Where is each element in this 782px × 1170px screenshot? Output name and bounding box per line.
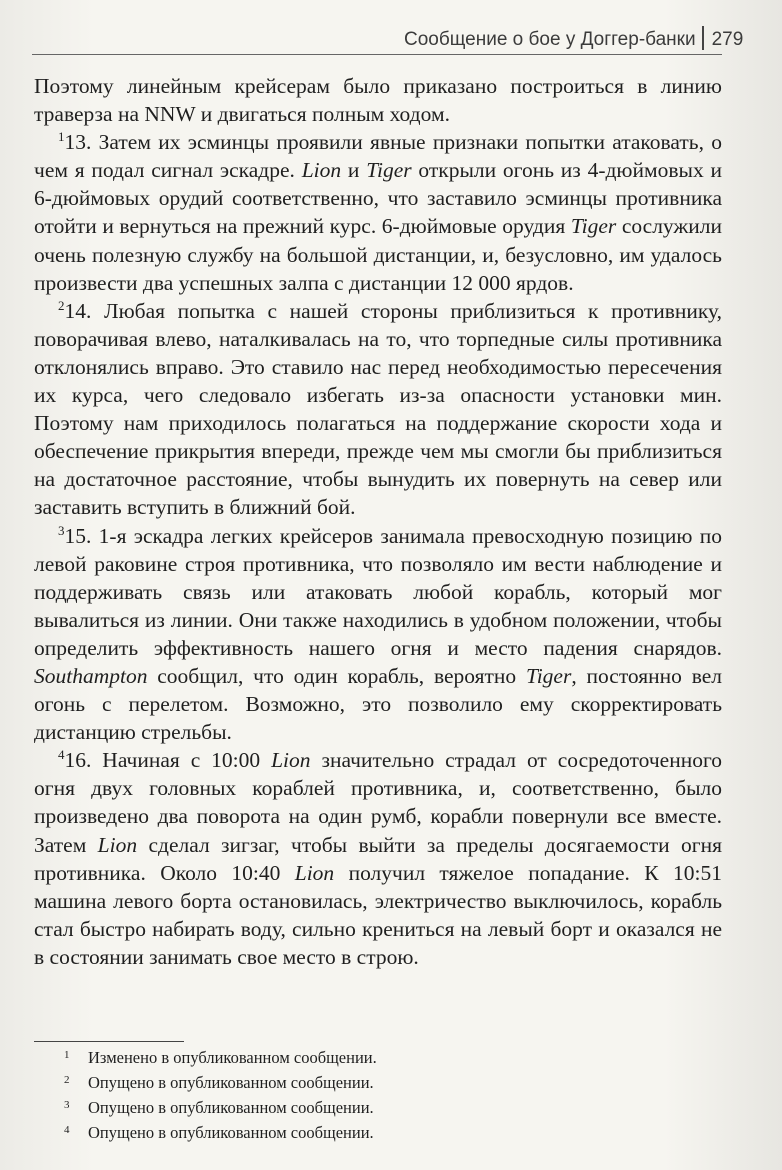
footnote-number: 2 — [64, 1074, 70, 1086]
ship-name: Lion — [294, 860, 335, 885]
footnotes — [64, 1044, 724, 1144]
paragraph-13 — [34, 128, 722, 297]
body-text — [34, 72, 722, 971]
footnote-number: 3 — [64, 1099, 70, 1111]
ship-name: Lion — [271, 748, 311, 773]
paragraph-14 — [34, 297, 722, 522]
footnote-text: Опущено в опубликованном сообщении. — [88, 1098, 374, 1117]
footnote-number: 4 — [64, 1124, 70, 1136]
paragraph-continuation — [34, 72, 722, 128]
paragraph-text: получил тяжелое попадание. К 10:51 машина левого борта остановилась, электричество выключилось, корабль стал быстро набирать воду, сильно крениться на левый борт и оказался не в состоянии занимать свое место в строю. — [34, 860, 722, 969]
header-separator — [702, 26, 704, 50]
header-rule — [32, 54, 722, 55]
paragraph-16 — [34, 746, 722, 971]
running-head — [404, 26, 764, 51]
footnote-text: Опущено в опубликованном сообщении. — [88, 1073, 374, 1092]
paragraph-text: сделал зигзаг, чтобы выйти за пределы досягаемости огня противника. Около 10:40 — [34, 832, 722, 885]
footnote-rule — [34, 1041, 184, 1042]
footnote-item — [64, 1044, 724, 1069]
paragraph-text: 15. 1-я эскадра легких крейсеров занимала превосходную позицию по левой раковине строя противника, что позволяло им вести наблюдение и поддерживать связь или атаковать любой корабль, который мог вывалиться из линии. Они также находились в удобном положении, чтобы определить эффективность нашего огня и место падения снарядов. — [34, 523, 722, 660]
ship-name: Lion — [97, 832, 138, 857]
paragraph-text: сообщил, что один корабль, вероятно — [147, 663, 526, 688]
paragraph-text: 13. Затем их эсминцы проявили явные признаки попытки атаковать, о чем я подал сигнал эскадре. — [34, 130, 722, 183]
footnote-ref: 4 — [58, 747, 65, 763]
footnote-item — [64, 1094, 724, 1119]
footnote-number: 1 — [64, 1049, 70, 1061]
ship-name: Southampton — [34, 663, 148, 688]
ship-name: Tiger — [366, 158, 412, 183]
footnote-ref: 1 — [58, 129, 65, 145]
paragraph-text: 14. Любая попытка с нашей стороны приблизиться к противнику, поворачивая влево, наталкивалась на то, что торпедные силы противника отклонялись вправо. Это ставило нас перед необходимостью пересечения их курса, чего следовало избегать из-за опасности установки мин. Поэтому нам приходилось полагаться на поддержание скорости хода и обеспечение прикрытия впереди, прежде чем мы смогли бы приблизиться на достаточное расстояние, чтобы вынудить их повернуть на север или заставить вступить в ближний бой. — [34, 298, 722, 520]
paragraph-text: значительно страдал от сосредоточенного огня двух головных кораблей противника, и, соответственно, было произведено два поворота на один румб, корабли повернули все вместе. Затем — [34, 748, 722, 857]
paragraph-text: и — [341, 158, 367, 183]
paragraph-text: Поэтому линейным крейсерам было приказано построиться в линию траверза на NNW и двигаться полным ходом. — [34, 74, 722, 127]
ship-name: Tiger — [525, 663, 572, 688]
footnote-ref: 3 — [58, 522, 65, 538]
footnote-item — [64, 1069, 724, 1094]
ship-name: Tiger — [570, 214, 617, 239]
page-number: 279 — [711, 29, 744, 50]
ship-name: Lion — [301, 158, 342, 183]
footnote-text: Изменено в опубликованном сообщении. — [88, 1048, 377, 1067]
footnote-ref: 2 — [58, 297, 65, 313]
paragraph-text: , постоянно вел огонь с перелетом. Возможно, это позволило ему скорректировать дистанцию стрельбы. — [34, 663, 722, 745]
chapter-title: Сообщение о бое у Доггер-банки — [404, 29, 696, 50]
footnote-item — [64, 1119, 724, 1144]
paragraph-text: 16. Начиная с 10:00 — [64, 748, 272, 773]
paragraph-text: открыли огонь из 4-дюймовых и 6-дюймовых орудий соответственно, что заставило эсминцы противника отойти и вернуться на прежний курс. 6-дюймовые орудия — [34, 158, 722, 239]
footnote-text: Опущено в опубликованном сообщении. — [88, 1123, 374, 1142]
paragraph-15 — [34, 522, 722, 747]
paragraph-text: сослужили очень полезную службу на большой дистанции, и, безусловно, им удалось произвести два успешных залпа с дистанции 12 000 ярдов. — [34, 214, 722, 295]
